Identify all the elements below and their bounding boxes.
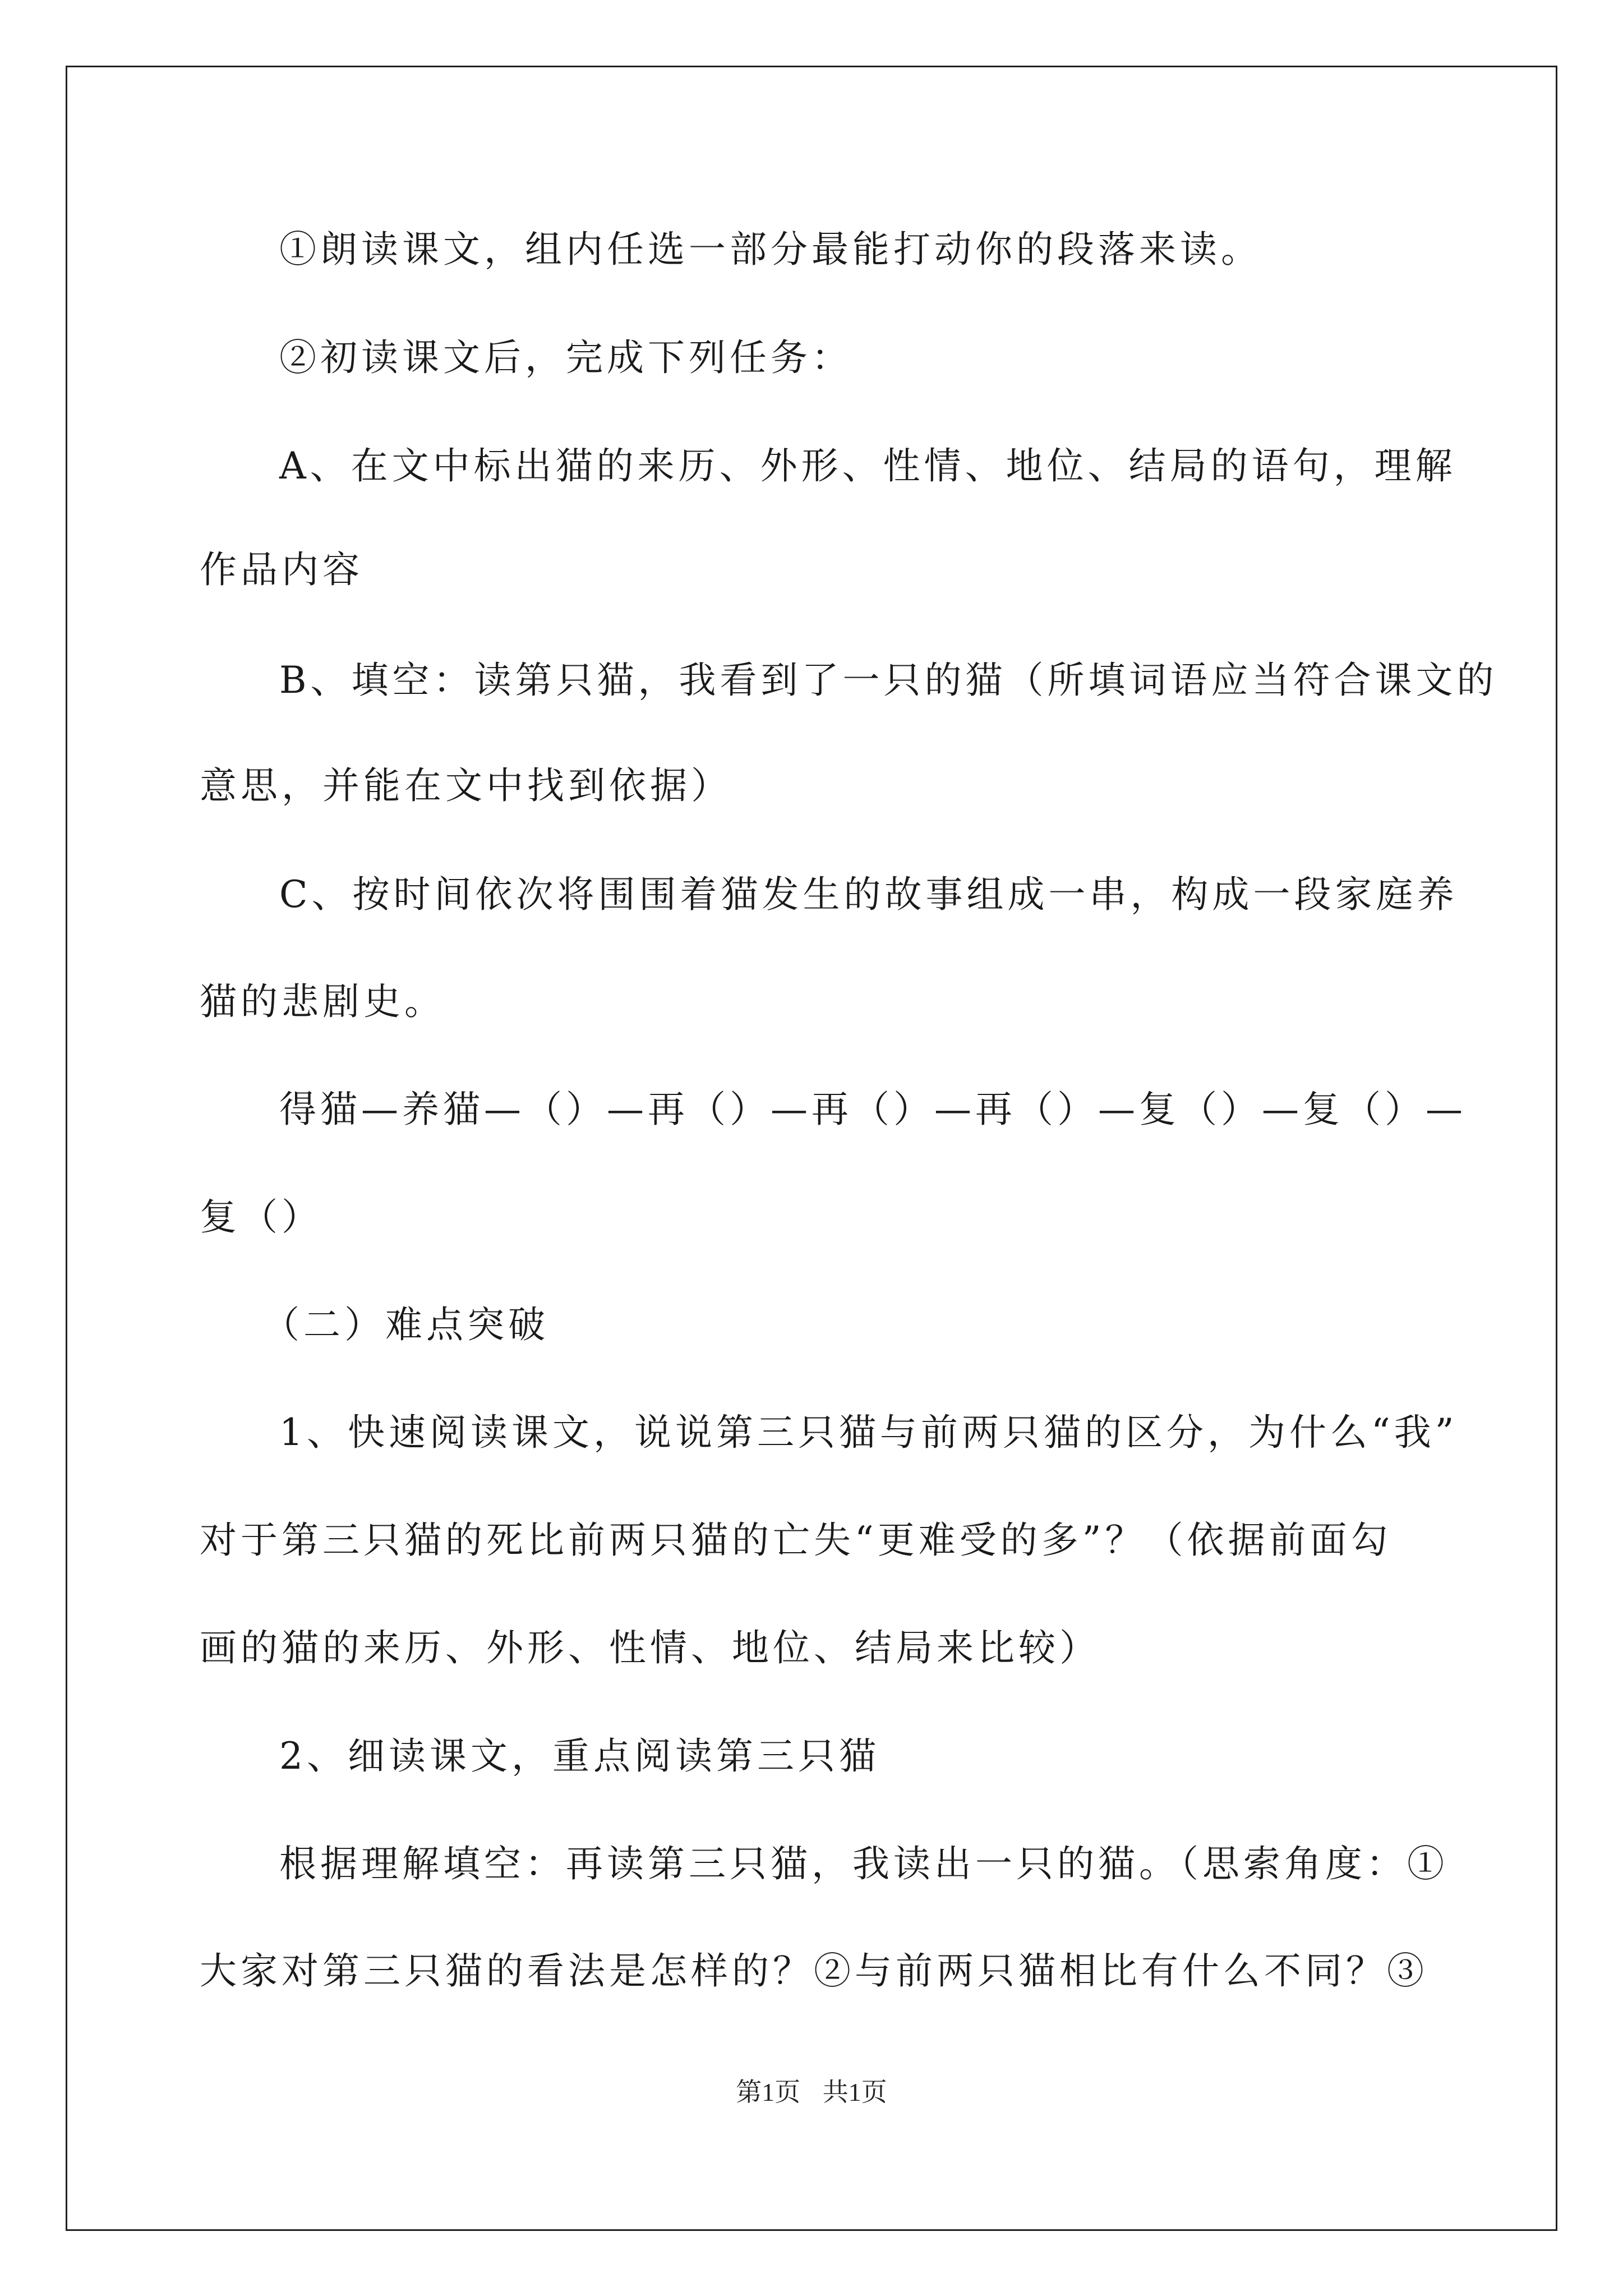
total-pages: 共1页 [822, 2078, 887, 2106]
section-heading: （二）难点突破 [262, 1303, 549, 1346]
page-number: 第1页 [736, 2078, 801, 2106]
question-2: 2、细读课文，重点阅读第三只猫 [279, 1734, 880, 1778]
sequence-line-1: 得猫—养猫—（）—再（）—再（）—再（）—复（）—复（）— [279, 1088, 1467, 1131]
page-footer [0, 2077, 1623, 2108]
page-border [66, 66, 1557, 2231]
task-read-aloud: ①朗读课文，组内任选一部分最能打动你的段落来读。 [279, 228, 1262, 271]
question-1-line-2: 对于第三只猫的死比前两只猫的亡失“更难受的多”？（依据前面勾 [200, 1519, 1392, 1562]
task-first-reading: ②初读课文后，完成下列任务： [279, 336, 852, 379]
task-b-line-1: B、填空：读第只猫，我看到了一只的猫（所填词语应当符合课文的 [279, 659, 1498, 702]
task-a-line-2: 作品内容 [200, 548, 363, 591]
question-1-line-3: 画的猫的来历、外形、性情、地位、结局来比较） [200, 1626, 1100, 1669]
sequence-line-2: 复（） [200, 1195, 322, 1239]
task-c-line-2: 猫的悲剧史。 [200, 980, 445, 1023]
fill-blank-line-2: 大家对第三只猫的看法是怎样的？②与前两只猫相比有什么不同？③ [200, 1949, 1428, 1993]
task-a-line-1: A、在文中标出猫的来历、外形、性情、地位、结局的语句，理解 [279, 444, 1456, 487]
question-1-line-1: 1、快速阅读课文，说说第三只猫与前两只猫的区分，为什么“我” [279, 1411, 1458, 1454]
fill-blank-line-1: 根据理解填空：再读第三只猫，我读出一只的猫。（思索角度：① [279, 1842, 1448, 1885]
task-c-line-1: C、按时间依次将围围着猫发生的故事组成一串，构成一段家庭养 [279, 873, 1458, 916]
task-b-line-2: 意思，并能在文中找到依据） [200, 764, 732, 807]
